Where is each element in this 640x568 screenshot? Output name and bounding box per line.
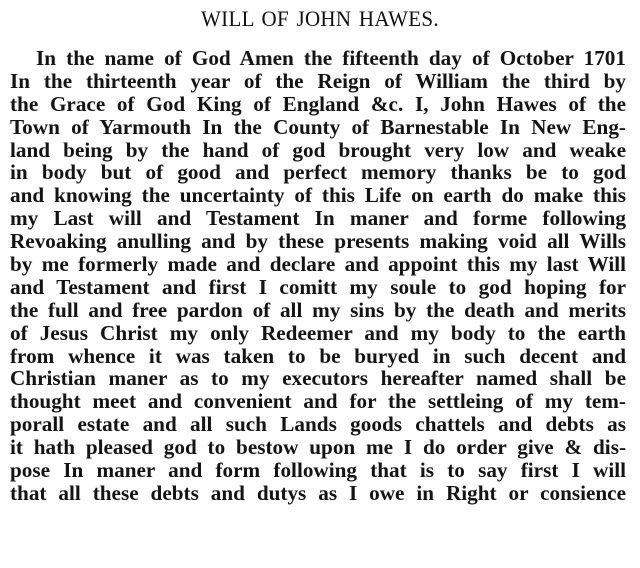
- text-line: from whence it was taken to be buryed in such decent and: [10, 343, 626, 368]
- document-title: WILL OF JOHN HAWES.: [201, 6, 439, 32]
- text-line: land being by the hand of god brought very low and weake: [10, 137, 626, 162]
- text-line: it hath pleased god to bestow upon me I do order give & dis-: [10, 435, 626, 460]
- text-line: and Testament and first I comitt my soule to god hoping for: [10, 274, 626, 299]
- text-line: Town of Yarmouth In the County of Barnestable In New Eng-: [10, 114, 626, 139]
- text-line: my Last will and Testament In maner and forme following: [10, 206, 626, 231]
- text-line: In the name of God Amen the fifteenth day of October 1701: [36, 46, 626, 70]
- text-line: by me formerly made and declare and appoint this my last Will: [10, 252, 626, 277]
- text-line: the full and free pardon of all my sins by the death and merits: [10, 297, 626, 322]
- text-line: in body but of good and perfect memory thanks be to god: [10, 160, 626, 185]
- text-line: Revoaking anulling and by these presents making void all Wills: [10, 229, 626, 254]
- text-line: Christian maner as to my executors hereafter named shall be: [10, 366, 626, 391]
- text-line: and knowing the uncertainty of this Life on earth do make this: [10, 183, 626, 208]
- text-line: that all these debts and dutys as I owe in Right or consience: [10, 480, 626, 505]
- text-line: porall estate and all such Lands goods chattels and debts as: [10, 412, 626, 437]
- text-line: pose In maner and form following that is to say first I will: [10, 458, 626, 483]
- text-line: the Grace of God King of England &c. I, John Hawes of the: [10, 91, 626, 116]
- document-body: [10, 47, 626, 505]
- text-line: In the thirteenth year of the Reign of William the third by: [10, 68, 626, 93]
- text-line: thought meet and convenient and for the settleing of my tem-: [10, 389, 626, 414]
- text-line: of Jesus Christ my only Redeemer and my body to the earth: [10, 320, 626, 345]
